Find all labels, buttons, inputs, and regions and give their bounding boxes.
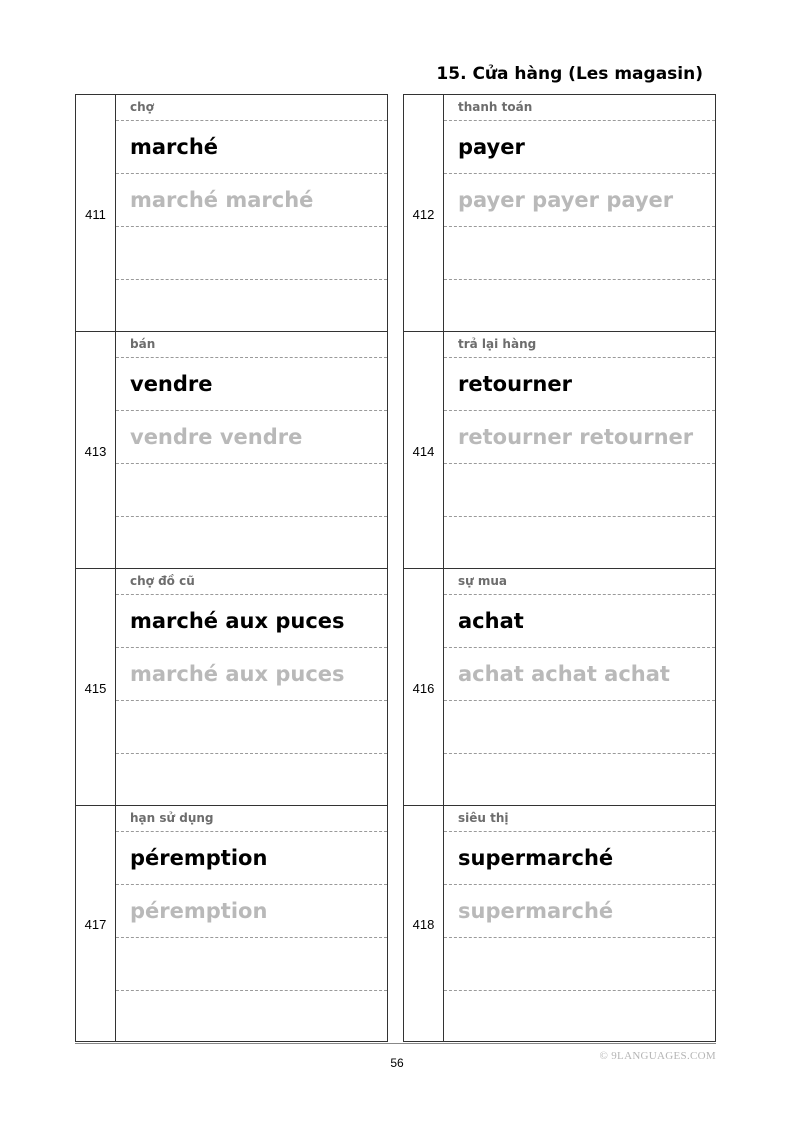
vietnamese-hint: siêu thị xyxy=(444,806,715,832)
french-word-row xyxy=(116,121,387,174)
vietnamese-hint: hạn sử dụng xyxy=(116,806,387,832)
entry-number: 411 xyxy=(76,95,116,331)
entry-number: 416 xyxy=(404,569,444,805)
practice-line[interactable] xyxy=(444,754,715,806)
vocab-card xyxy=(75,805,388,1042)
entry-number: 418 xyxy=(404,806,444,1041)
practice-line[interactable] xyxy=(116,991,387,1043)
entry-number: 414 xyxy=(404,332,444,568)
practice-line[interactable] xyxy=(116,701,387,754)
french-word-row xyxy=(444,595,715,648)
trace-text: marché aux puces xyxy=(130,662,345,686)
copyright-notice: © 9LANGUAGES.COM xyxy=(599,1050,716,1062)
footer-divider xyxy=(75,1043,716,1044)
practice-line[interactable] xyxy=(444,991,715,1043)
practice-line[interactable] xyxy=(444,464,715,517)
vocab-card xyxy=(75,568,388,805)
entry-number: 417 xyxy=(76,806,116,1041)
vocab-card xyxy=(75,331,388,568)
vocab-card xyxy=(75,94,388,331)
left-column xyxy=(75,94,388,1042)
practice-line[interactable] xyxy=(116,280,387,332)
entry-number: 413 xyxy=(76,332,116,568)
vocab-card xyxy=(403,805,716,1042)
vocab-card xyxy=(403,331,716,568)
practice-line[interactable] xyxy=(116,754,387,806)
trace-text: achat achat achat xyxy=(458,662,670,686)
trace-row xyxy=(116,648,387,701)
vietnamese-hint: thanh toán xyxy=(444,95,715,121)
french-word: marché aux puces xyxy=(130,609,345,633)
trace-row xyxy=(444,885,715,938)
vocab-card xyxy=(403,94,716,331)
trace-row xyxy=(116,174,387,227)
practice-line[interactable] xyxy=(116,517,387,569)
french-word: vendre xyxy=(130,372,213,396)
french-word: achat xyxy=(458,609,524,633)
trace-row xyxy=(444,174,715,227)
trace-text: vendre vendre xyxy=(130,425,303,449)
trace-row xyxy=(116,885,387,938)
practice-line[interactable] xyxy=(116,938,387,991)
french-word-row xyxy=(444,358,715,411)
vietnamese-hint: chợ xyxy=(116,95,387,121)
trace-row xyxy=(444,648,715,701)
right-column xyxy=(403,94,716,1042)
vietnamese-hint: sự mua xyxy=(444,569,715,595)
practice-line[interactable] xyxy=(116,227,387,280)
french-word: payer xyxy=(458,135,525,159)
vocab-card xyxy=(403,568,716,805)
french-word: supermarché xyxy=(458,846,614,870)
practice-line[interactable] xyxy=(444,227,715,280)
french-word-row xyxy=(116,358,387,411)
vietnamese-hint: bán xyxy=(116,332,387,358)
practice-line[interactable] xyxy=(444,280,715,332)
vietnamese-hint: chợ đồ cũ xyxy=(116,569,387,595)
french-word: marché xyxy=(130,135,219,159)
trace-text: péremption xyxy=(130,899,268,923)
trace-text: payer payer payer xyxy=(458,188,674,212)
trace-text: supermarché xyxy=(458,899,614,923)
page-title: 15. Cửa hàng (Les magasin) xyxy=(436,64,703,84)
french-word: retourner xyxy=(458,372,572,396)
french-word: péremption xyxy=(130,846,268,870)
practice-line[interactable] xyxy=(444,701,715,754)
practice-line[interactable] xyxy=(444,517,715,569)
practice-line[interactable] xyxy=(444,938,715,991)
practice-line[interactable] xyxy=(116,464,387,517)
trace-text: marché marché xyxy=(130,188,314,212)
french-word-row xyxy=(444,832,715,885)
trace-row xyxy=(116,411,387,464)
page-number: 56 xyxy=(390,1056,404,1070)
vietnamese-hint: trả lại hàng xyxy=(444,332,715,358)
entry-number: 415 xyxy=(76,569,116,805)
french-word-row xyxy=(116,595,387,648)
french-word-row xyxy=(444,121,715,174)
trace-text: retourner retourner xyxy=(458,425,694,449)
french-word-row xyxy=(116,832,387,885)
trace-row xyxy=(444,411,715,464)
entry-number: 412 xyxy=(404,95,444,331)
